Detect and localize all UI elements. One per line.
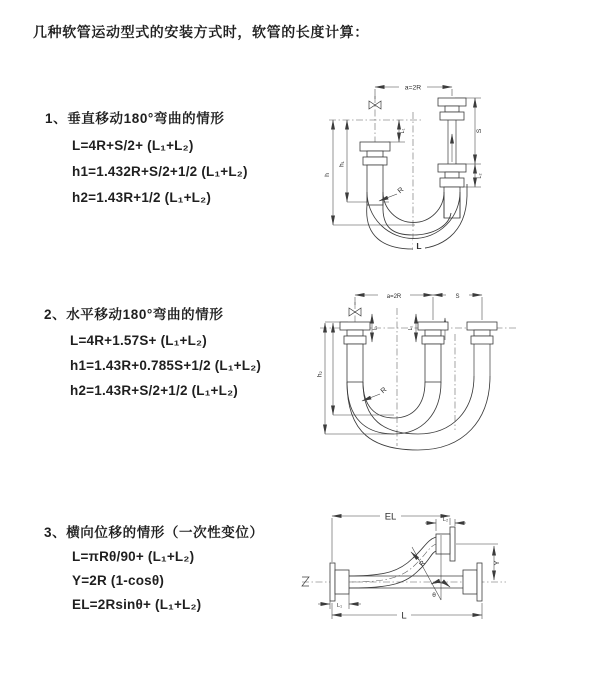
label-top-span: a=2R <box>404 84 422 92</box>
label-end-right: L₂ <box>442 517 449 523</box>
label-end-right: L₂ <box>408 325 414 331</box>
section-3-heading: 3、横向位移的情形（一次性变位） <box>44 525 264 540</box>
label-end-left: L₁ <box>372 325 379 331</box>
flange-assembly-left <box>340 322 370 382</box>
label-hose-length: L <box>401 610 407 622</box>
label-end-left: L₁ <box>400 128 406 134</box>
label-angle: θ <box>432 592 436 599</box>
label-end-left: L₁ <box>337 603 342 609</box>
length-annotation <box>413 239 425 251</box>
section-3-formula-y: Y=2R (1-cosθ) <box>72 573 165 588</box>
label-bend-radius: R <box>395 184 406 196</box>
flange-right-displaced <box>436 527 455 561</box>
label-hose-length: L <box>416 241 422 251</box>
diagram-horizontal-movement <box>312 282 564 454</box>
label-offset: Y <box>492 560 501 566</box>
radius-annotation <box>362 385 388 401</box>
dimension-length <box>332 603 482 622</box>
section-2-formula-h1: h1=1.43R+0.785S+1/2 (L₁+L₂) <box>70 358 262 373</box>
flange-assembly-right <box>467 322 497 376</box>
flange-assembly-right <box>438 98 466 218</box>
diagram-lateral-displacement <box>298 503 600 638</box>
flange-left <box>330 563 349 601</box>
page-title: 几种软管运动型式的安装方式时，软管的长度计算： <box>33 24 369 40</box>
dimension-top-span <box>375 85 452 99</box>
flange-assembly-middle <box>418 322 448 382</box>
section-2-formula-l: L=4R+1.57S+ (L₁+L₂) <box>70 333 207 348</box>
label-top-span: a=2R <box>386 293 402 300</box>
label-bend-radius: R <box>416 558 428 569</box>
label-bend-radius: R <box>378 384 389 396</box>
valve-icon <box>349 308 361 316</box>
section-2-heading: 2、水平移动180°弯曲的情形 <box>44 307 224 322</box>
section-1-formula-l: L=4R+S/2+ (L₁+L₂) <box>72 138 194 153</box>
dimension-end-left <box>388 120 406 142</box>
section-2-formula-h2: h2=1.43R+S/2+1/2 (L₁+L₂) <box>70 383 238 398</box>
label-end-right: L₂ <box>477 173 483 179</box>
dimension-end-left <box>318 594 361 609</box>
flange-assembly-left <box>360 142 390 205</box>
label-height-outer: h <box>324 173 331 177</box>
hose-curves <box>347 376 490 450</box>
label-height-inner: h₁ <box>338 161 346 167</box>
label-travel: S <box>455 293 460 300</box>
label-height: h₂ <box>316 371 324 377</box>
diagram-vertical-movement <box>315 72 547 254</box>
dimension-end-right <box>425 517 466 531</box>
section-1-formula-h2: h2=1.43R+1/2 (L₁+L₂) <box>72 190 212 205</box>
section-3-formula-el: EL=2Rsinθ+ (L₁+L₂) <box>72 597 202 612</box>
section-1-formula-h1: h1=1.432R+S/2+1/2 (L₁+L₂) <box>72 164 248 179</box>
section-1-heading: 1、垂直移动180°弯曲的情形 <box>45 111 225 126</box>
label-travel: S <box>476 128 483 134</box>
dimension-top <box>355 294 482 320</box>
section-3-formula-l: L=πRθ/90+ (L₁+L₂) <box>72 549 195 564</box>
label-extended-length: EL <box>384 511 397 523</box>
centerline-break-mark <box>302 577 309 586</box>
flange-right-original <box>463 563 482 601</box>
